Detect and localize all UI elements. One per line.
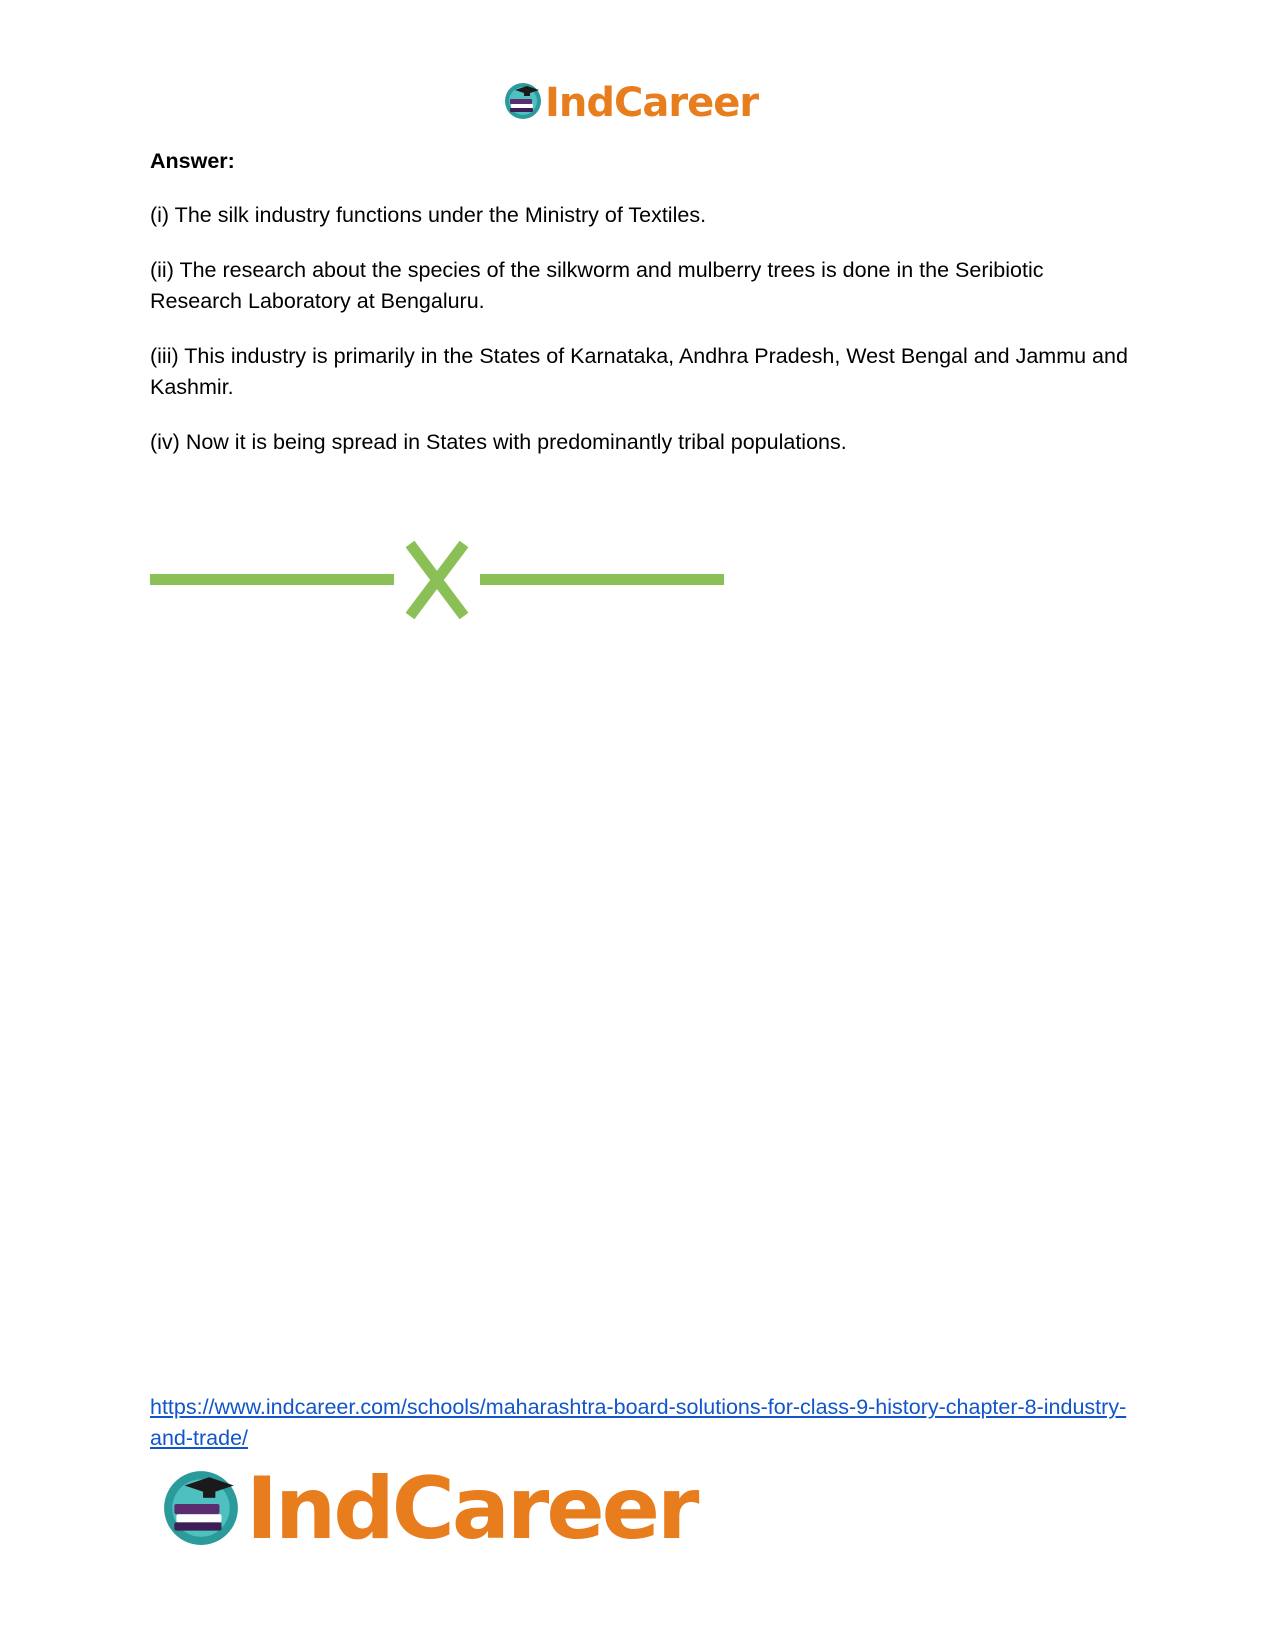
book-globe-icon <box>160 1465 242 1552</box>
divider-x-icon <box>410 544 464 616</box>
section-divider <box>150 540 750 625</box>
header-logo <box>503 80 758 125</box>
answer-heading: Answer: <box>150 149 235 173</box>
answer-point-1: (i) The silk industry functions under the Ministry of Textiles. <box>150 203 707 227</box>
logo-wordmark: IndCareer <box>246 1458 697 1559</box>
source-link[interactable]: https://www.indcareer.com/schools/maharashtra-board-solutions-for-class-9-history-chapter-8-industry-and-trade/ <box>150 1395 1127 1450</box>
book-globe-icon <box>503 80 543 125</box>
logo-wordmark: IndCareer <box>545 79 759 126</box>
answer-point-4: (iv) Now it is being spread in States with predominantly tribal populations. <box>150 430 847 454</box>
divider-right-line <box>480 574 724 585</box>
answer-point-3: (iii) This industry is primarily in the States of Karnataka, Andhra Pradesh, West Bengal and Jammu and Kashmir. <box>150 344 1128 399</box>
footer-logo <box>160 1458 697 1559</box>
divider-left-line <box>150 574 394 585</box>
answer-section <box>150 146 1130 482</box>
answer-point-2: (ii) The research about the species of the silkworm and mulberry trees is done in the Seribiotic Research Laboratory at Bengaluru. <box>150 258 1044 313</box>
